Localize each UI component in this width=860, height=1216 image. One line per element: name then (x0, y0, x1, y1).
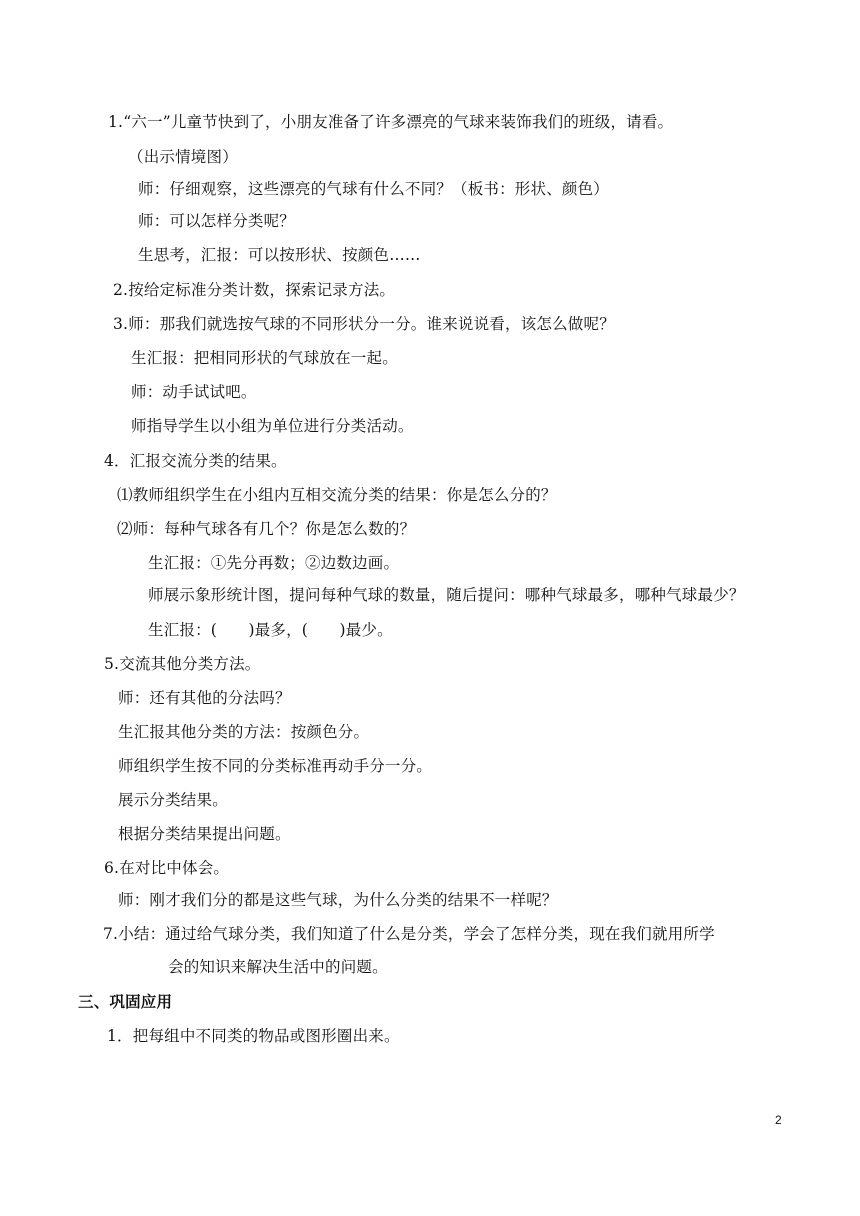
step-6: 6.在对比中体会。 (104, 859, 230, 877)
student-report-5: 生汇报其他分类的方法：按颜色分。 (118, 723, 370, 741)
student-report-1: 生思考，汇报：可以按形状、按颜色…… (138, 246, 421, 264)
step-7-summary-cont: 会的知识来解决生活中的问题。 (168, 958, 388, 976)
section-heading-3: 三、巩固应用 (78, 993, 173, 1011)
page-number: 2 (775, 1113, 782, 1127)
student-report-2: 生汇报：把相同形状的气球放在一起。 (131, 349, 398, 367)
step-3: 3.师：那我们就选按气球的不同形状分一分。谁来说说看，该怎么做呢？ (113, 315, 615, 333)
step-4: 4．汇报交流分类的结果。 (104, 452, 287, 470)
step-5: 5.交流其他分类方法。 (104, 655, 261, 673)
step-4-item-1: ⑴教师组织学生在小组内互相交流分类的结果：你是怎么分的？ (117, 486, 557, 504)
teacher-try-it: 师：动手试试吧。 (131, 383, 257, 401)
step-2: 2.按给定标准分类计数，探索记录方法。 (113, 281, 396, 299)
step-7-summary: 7.小结：通过给气球分类，我们知道了什么是分类，学会了怎样分类，现在我们就用所学 (103, 925, 715, 943)
ask-questions: 根据分类结果提出问题。 (118, 825, 291, 843)
teacher-show-chart: 师展示象形统计图，提问每种气球的数量，随后提问：哪种气球最多，哪种气球最少？ (148, 586, 745, 604)
show-scene-note: （出示情境图） (128, 148, 238, 166)
teacher-classify-question: 师：可以怎样分类呢？ (138, 212, 296, 230)
teacher-observe-question: 师：仔细观察，这些漂亮的气球有什么不同？（板书：形状、颜色） (138, 180, 610, 198)
student-report-4: 生汇报：( )最多，( )最少。 (148, 621, 393, 639)
teacher-compare-question: 师：刚才我们分的都是这些气球，为什么分类的结果不一样呢？ (118, 891, 558, 909)
step-4-item-2: ⑵师：每种气球各有几个？你是怎么数的？ (117, 520, 416, 538)
exercise-1: 1．把每组中不同类的物品或图形圈出来。 (107, 1027, 400, 1045)
teacher-guide-groups: 师指导学生以小组为单位进行分类活动。 (131, 417, 414, 435)
teacher-reclassify: 师组织学生按不同的分类标准再动手分一分。 (118, 757, 433, 775)
student-report-3: 生汇报：①先分再数；②边数边画。 (148, 554, 400, 572)
show-results: 展示分类结果。 (118, 791, 228, 809)
teacher-other-methods: 师：还有其他的分法吗？ (118, 689, 291, 707)
step-1-intro: 1.“六一”儿童节快到了，小朋友准备了许多漂亮的气球来装饰我们的班级，请看。 (108, 113, 674, 131)
